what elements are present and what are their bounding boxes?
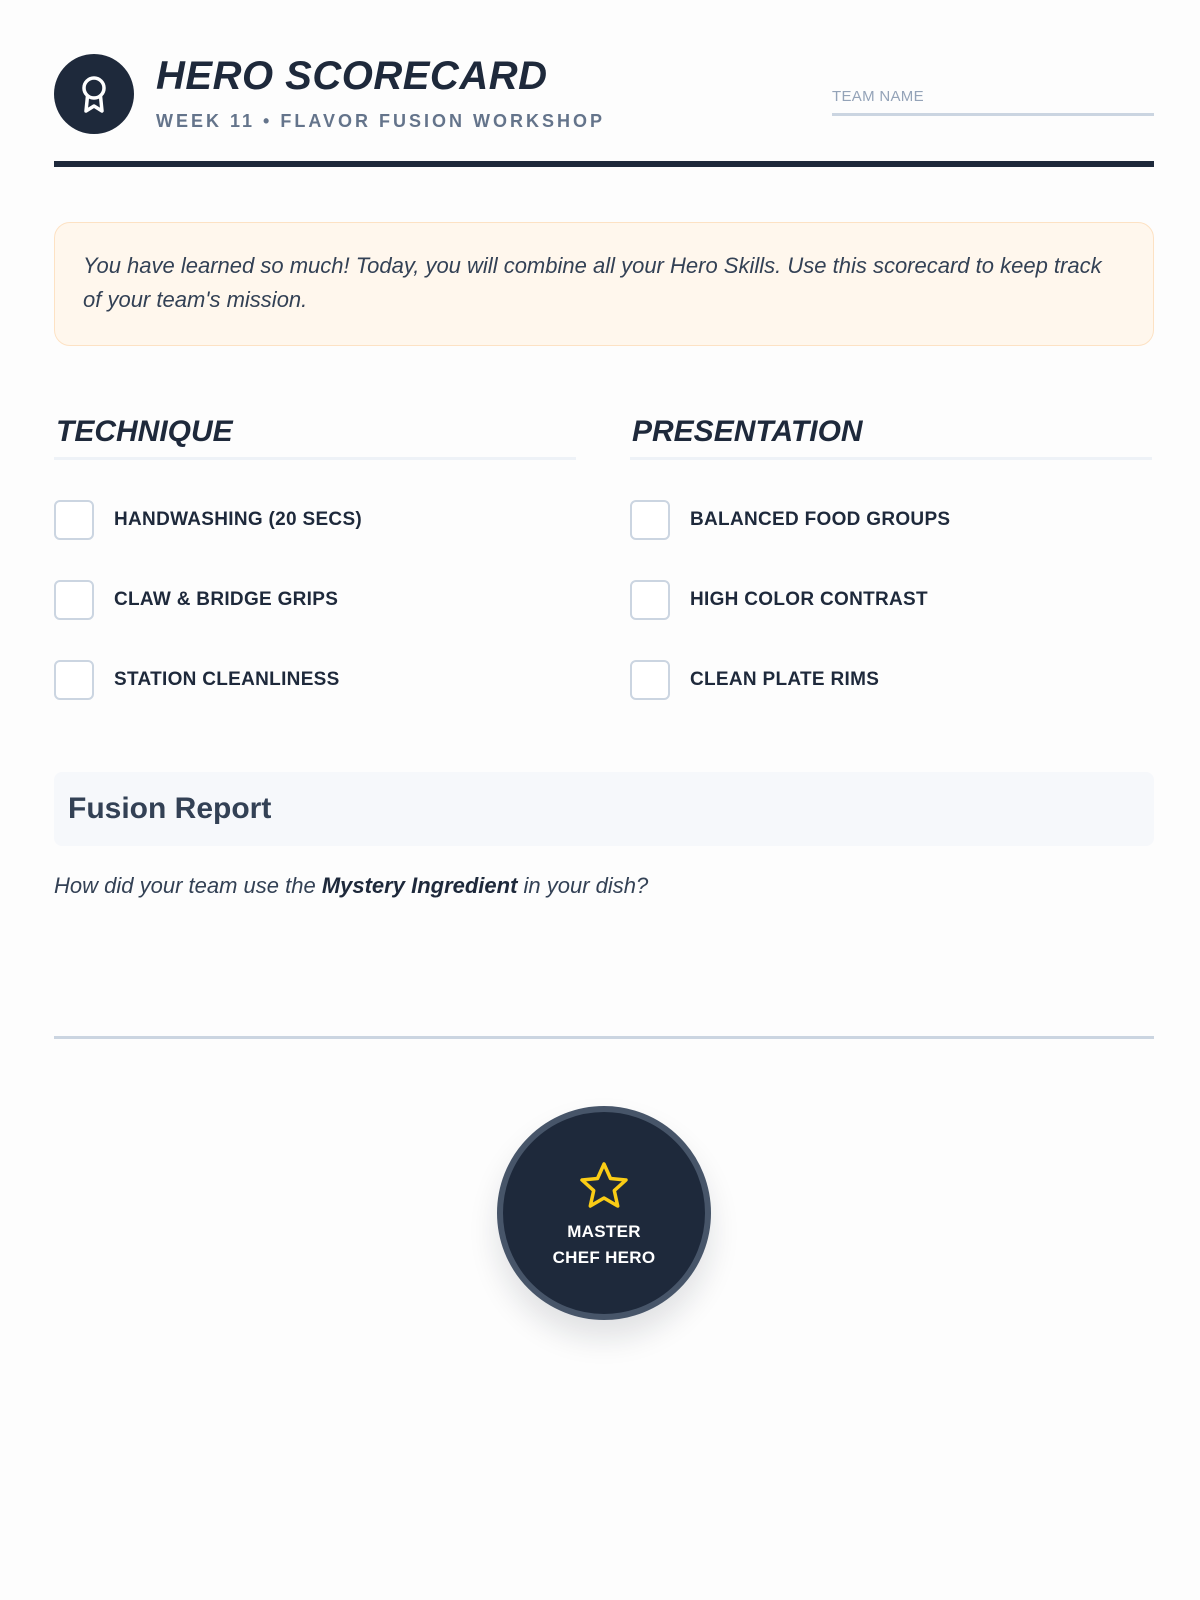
presentation-item-label: CLEAN PLATE RIMS xyxy=(690,669,880,690)
mystery-ingredient-emphasis: Mystery Ingredient xyxy=(321,873,518,898)
technique-heading: TECHNIQUE xyxy=(54,415,576,460)
technique-item xyxy=(54,660,576,700)
fusion-report-question xyxy=(54,873,1154,899)
presentation-section xyxy=(630,415,1152,700)
header-divider xyxy=(54,161,1154,167)
technique-item-label: HANDWASHING (20 SECS) xyxy=(114,509,363,530)
presentation-item xyxy=(630,660,1152,700)
master-chef-badge xyxy=(497,1106,711,1320)
fusion-report-heading: Fusion Report xyxy=(54,772,1154,846)
technique-checkbox[interactable] xyxy=(54,660,94,700)
technique-section xyxy=(54,415,576,700)
team-name-input[interactable] xyxy=(832,80,1154,112)
technique-item xyxy=(54,580,576,620)
technique-checkbox[interactable] xyxy=(54,500,94,540)
technique-checkbox[interactable] xyxy=(54,580,94,620)
intro-callout: You have learned so much! Today, you will combine all your Hero Skills. Use this scorecard to keep track of your team's mission. xyxy=(54,222,1154,346)
badge-line-2: CHEF HERO xyxy=(552,1248,656,1267)
badge-label xyxy=(544,1219,664,1271)
answer-line[interactable] xyxy=(54,1036,1154,1039)
header xyxy=(54,50,1154,168)
technique-item-label: STATION CLEANLINESS xyxy=(114,669,340,690)
presentation-item xyxy=(630,500,1152,540)
page-subtitle: WEEK 11 • FLAVOR FUSION WORKSHOP xyxy=(156,111,605,131)
page-title: HERO SCORECARD xyxy=(156,54,548,98)
presentation-item-label: HIGH COLOR CONTRAST xyxy=(690,589,928,610)
badge-line-1: MASTER xyxy=(567,1222,641,1241)
award-ribbon-icon xyxy=(54,54,134,134)
presentation-checkbox[interactable] xyxy=(630,660,670,700)
presentation-item xyxy=(630,580,1152,620)
technique-item-label: CLAW & BRIDGE GRIPS xyxy=(114,589,339,610)
question-text-end: in your dish? xyxy=(517,873,649,898)
technique-item xyxy=(54,500,576,540)
presentation-checkbox[interactable] xyxy=(630,580,670,620)
question-text-start: How did your team use the xyxy=(54,873,322,898)
presentation-item-label: BALANCED FOOD GROUPS xyxy=(690,509,951,530)
team-name-field xyxy=(832,80,1154,116)
presentation-heading: PRESENTATION xyxy=(630,415,1152,460)
star-icon xyxy=(578,1161,630,1211)
presentation-checkbox[interactable] xyxy=(630,500,670,540)
